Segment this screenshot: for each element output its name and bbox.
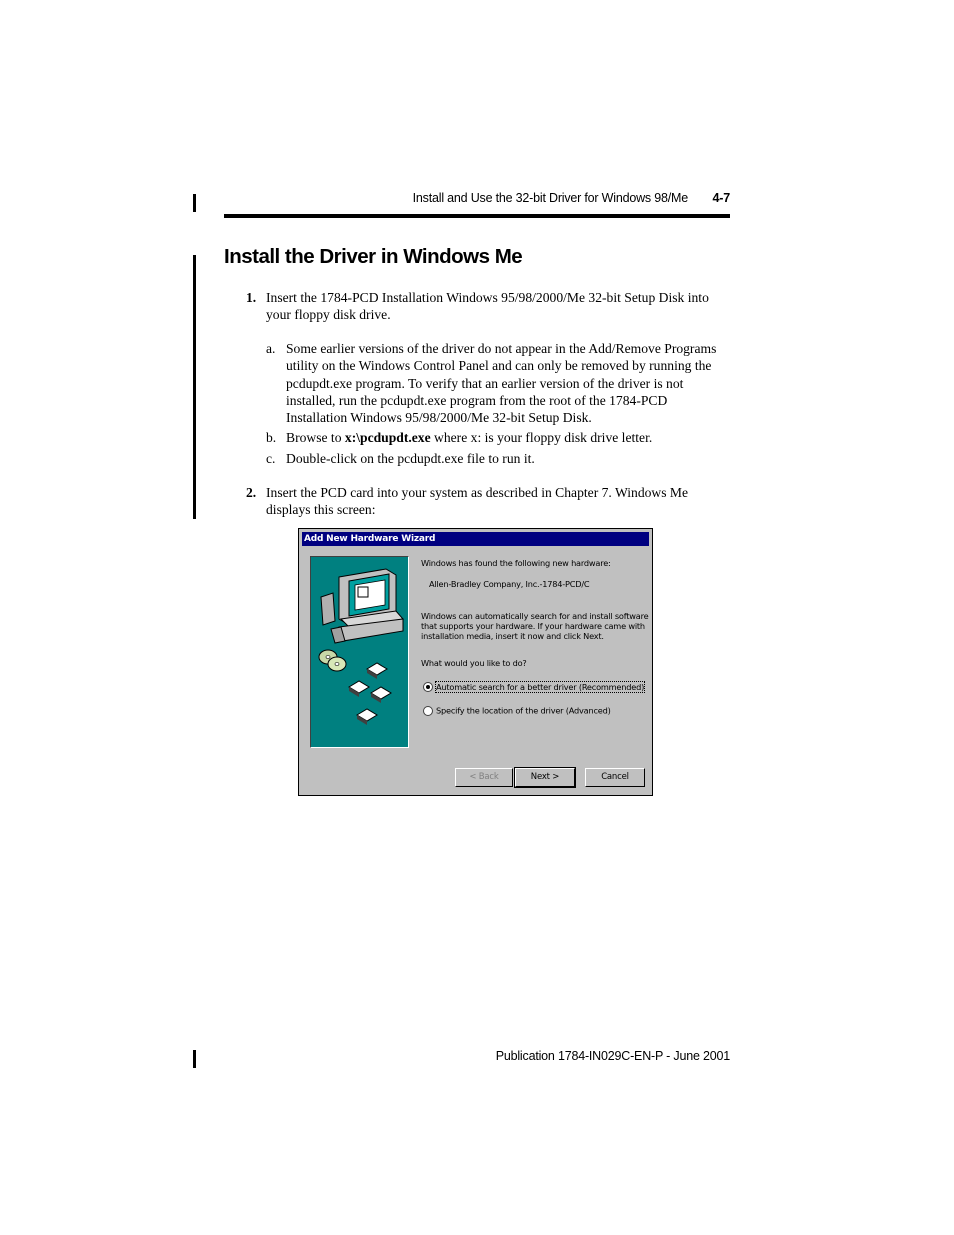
question-text: What would you like to do? [421,658,527,668]
radio-label[interactable]: Automatic search for a better driver (Recommended) [436,681,645,692]
next-button[interactable]: Next > [515,768,575,787]
step-text: Insert the 1784-PCD Installation Windows 95/98/2000/Me 32-bit Setup Disk into your floppy disk drive. [266,290,709,323]
radio-automatic-search[interactable] [423,680,644,692]
substep-text-after: where x: is your floppy disk drive letter. [430,430,653,445]
step-number: 1. [246,290,257,305]
substep-letter: c. [266,451,276,466]
radio-specify-location[interactable] [423,704,611,716]
running-header [224,191,730,211]
substep-text-before: Browse to [286,430,345,445]
substep-text [286,429,727,446]
back-button[interactable]: < Back [455,768,513,787]
radio-button[interactable] [423,706,433,716]
substep-text: Double-click on the pcdupdt.exe file to run it. [286,451,535,466]
file-path: x:\pcdupdt.exe [344,430,431,445]
radio-label[interactable]: Specify the location of the driver (Advanced) [436,705,611,716]
cancel-button[interactable]: Cancel [585,768,645,787]
dialog-title-bar: Add New Hardware Wizard [302,532,649,546]
wizard-art-panel [310,556,409,748]
margin-bar [193,1050,196,1068]
computer-icon [321,569,403,643]
substep-letter: b. [266,430,277,445]
add-new-hardware-wizard-dialog [298,528,653,796]
radio-button-selected[interactable] [423,682,433,692]
floppy-disk-icon [349,663,391,725]
device-name: Allen-Bradley Company, Inc.-1784-PCD/C [429,579,590,589]
header-rule [224,214,730,218]
page-number: 4-7 [712,191,730,205]
wizard-illustration [311,557,408,747]
change-bar [193,255,196,519]
auto-search-description: Windows can automatically search for and install software that supports your hardware. If your hardware came with installation media, insert it now and click Next. [421,611,649,641]
margin-bar [193,194,196,212]
substep-letter: a. [266,341,276,356]
header-title: Install and Use the 32-bit Driver for Windows 98/Me [412,191,688,205]
publication-footer: Publication 1784-IN029C-EN-P - June 2001 [495,1049,730,1063]
found-hardware-text: Windows has found the following new hardware: [421,558,611,568]
substep-text: Some earlier versions of the driver do not appear in the Add/Remove Programs utility on the Windows Control Panel and can only be removed by running the pcdupdt.exe program. To verify that an earlier version of the driver is not installed, run the pcdupdt.exe program from the root of the 1784-PCD Installation Windows 95/98/2000/Me 32-bit Setup Disk. [286,341,717,426]
cd-icon [319,650,346,671]
section-title: Install the Driver in Windows Me [224,245,523,268]
step-text: Insert the PCD card into your system as described in Chapter 7. Windows Me displays this screen: [266,485,689,518]
step-number: 2. [246,485,257,500]
